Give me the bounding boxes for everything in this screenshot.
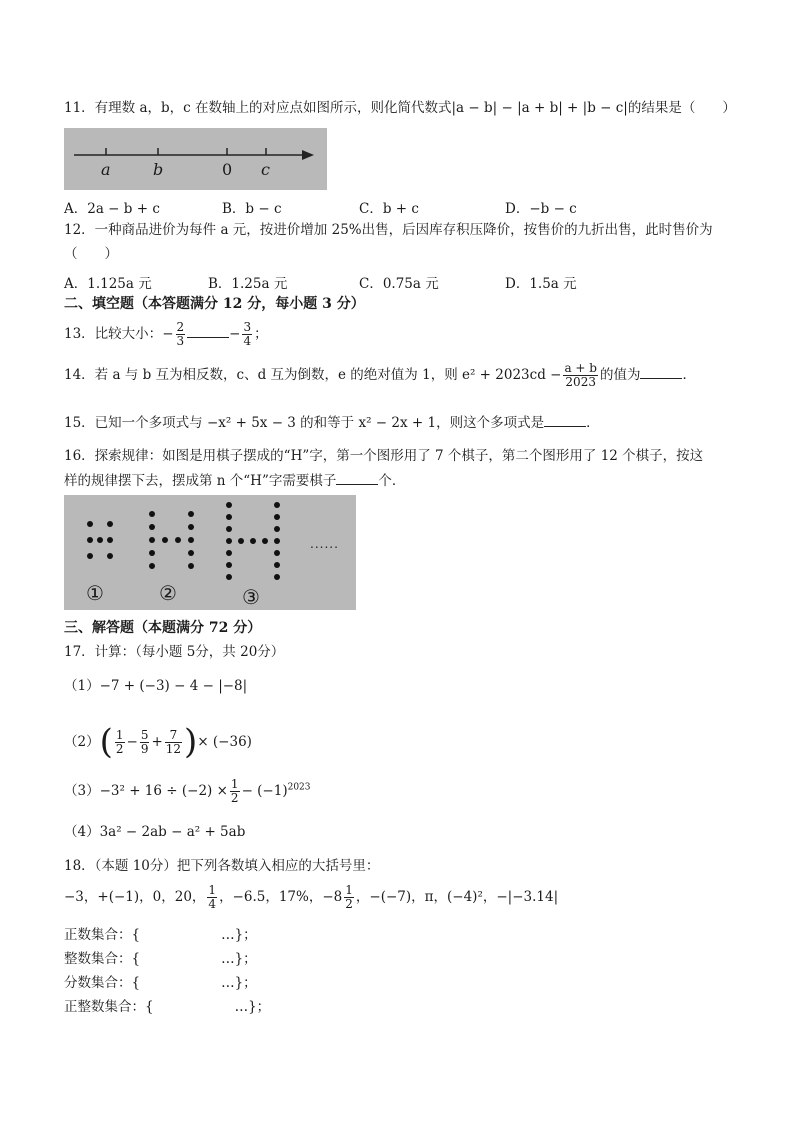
q12-option-a: A．1.125a 元 — [64, 276, 152, 292]
q15: 15．已知一个多项式与 −x² + 5x − 3 的和等于 x² − 2x + 1，则这个多项式是 ． — [64, 415, 600, 431]
label-a: a — [101, 160, 111, 179]
q13-fraction-2: $\frac{3}{4}$ — [243, 320, 252, 349]
q17-part-3-head: −3² + 16 ÷ (−2) × — [99, 783, 228, 800]
q17-part-4: （4）3a² − 2ab − a² + 5ab — [64, 824, 246, 840]
q11-option-c: C．b + c — [359, 201, 419, 217]
h-pattern-svg — [64, 495, 356, 610]
figure-ellipsis: ...... — [310, 537, 339, 551]
q12-option-d: D．1.5a 元 — [505, 276, 577, 292]
arrow-head-icon — [302, 150, 314, 160]
q17-part-3: （3）−3² + 16 ÷ (−2) × $\frac{1}{2}$ − $(-1)^{2023}$ — [64, 777, 311, 806]
q18-numbers-tail: ，−(−7)，π，(−4)²，−|−3.14| — [355, 889, 559, 906]
q18-stem: 18．（本题 10分）把下列各数填入相应的大括号里： — [64, 858, 380, 874]
q14-text: 14．若 a 与 b 互为相反数，c、d 互为倒数，e 的绝对值为 1，则 e² + 2023cd − — [64, 367, 562, 384]
q16-line2 — [64, 472, 405, 489]
q13-fraction-1: $\frac{2}{3}$ — [176, 320, 185, 349]
q15-text: 15．已知一个多项式与 −x² + 5x − 3 的和等于 x² − 2x + 1，则这个多项式是 — [64, 415, 545, 431]
h-figure-3 — [226, 502, 280, 580]
q13: 13．比较大小：− $\frac{2}{3}$ − $\frac{3}{4}$ ； — [64, 320, 268, 349]
q17-part-3-tail: − (−1) — [241, 783, 288, 800]
q17-part-2-label: （2） — [64, 733, 100, 750]
h-pattern-figure — [64, 495, 356, 610]
q13-end: ； — [254, 326, 268, 343]
q18-set-integer[interactable]: 整数集合：{ …}； — [64, 951, 257, 967]
q12-stem-line1: 12．一种商品进价为每件 a 元，按进价增加 25%出售，后因库存积压降价，按售价的九折出售，此时售价为 — [64, 222, 713, 238]
q12-option-b: B．1.25a 元 — [208, 276, 288, 292]
q11-option-d: D．−b − c — [505, 201, 577, 217]
q17-part-2-tail: × (−36) — [197, 733, 252, 750]
q16-line1: 16．探索规律：如图是用棋子摆成的“H”字，第一个图形用了 7 个棋子，第二个图形用了 12 个棋子，按这 — [64, 448, 704, 464]
q16-answer-blank[interactable] — [336, 472, 378, 485]
q11-option-b: B．b − c — [222, 201, 282, 217]
q13-answer-blank[interactable] — [187, 325, 229, 338]
q18-numbers-mid: ，−6.5，17%，−8 — [219, 889, 343, 906]
q14-fraction: $\frac{a + b}{2023}$ — [564, 361, 597, 390]
figure-label-2: ② — [159, 581, 177, 605]
figure-label-3: ③ — [242, 585, 260, 609]
section-3-heading: 三、解答题（本题满分 72 分） — [64, 620, 262, 636]
h-figure-2 — [149, 511, 194, 569]
section-2-heading: 二、填空题（本答题满分 12 分，每小题 3 分） — [64, 296, 365, 312]
q18-set-positive-integer[interactable]: 正整数集合：{ …}； — [64, 999, 271, 1015]
q11-option-a: A．2a − b + c — [64, 201, 160, 217]
q12-stem-line2: （ ） — [64, 246, 118, 262]
label-c: c — [261, 160, 270, 179]
number-line-svg — [64, 128, 327, 190]
q13-prefix: 13．比较大小： — [64, 326, 163, 343]
number-line-figure — [64, 128, 327, 190]
q15-answer-blank[interactable] — [544, 414, 586, 427]
q16-line2-end: 个． — [378, 473, 406, 489]
q18-numbers: −3，+(−1)，0，20， $\frac{1}{4}$ ，−6.5，17%，−8 $\frac{1}{2}$ ，−(−7)，π，(−4)²，−|−3.14| — [64, 883, 559, 912]
q14: 14．若 a 与 b 互为相反数，c、d 互为倒数，e 的绝对值为 1，则 e² + 2023cd − $\frac{a + b}{2023}$ 的值为 ． — [64, 361, 696, 390]
q17-part-3-label: （3） — [64, 783, 100, 800]
q17-stem: 17．计算：（每小题 5分，共 20分） — [64, 644, 285, 660]
figure-label-1: ① — [86, 581, 104, 605]
label-zero: 0 — [222, 160, 233, 179]
q18-numbers-head: −3，+(−1)，0，20， — [64, 889, 206, 906]
q12-option-c: C．0.75a 元 — [359, 276, 439, 292]
q17-part-1: （1）−7 + (−3) − 4 − |−8| — [64, 678, 248, 694]
q14-answer-blank[interactable] — [640, 366, 682, 379]
h-figure-1 — [87, 521, 113, 559]
q11-stem: 11．有理数 a，b，c 在数轴上的对应点如图所示，则化简代数式|a − b| − |a + b| + |b − c|的结果是（ ） — [64, 100, 736, 116]
q14-end: 的值为 — [599, 367, 641, 384]
q18-set-fraction[interactable]: 分数集合：{ …}； — [64, 975, 257, 991]
label-b: b — [153, 160, 164, 179]
q18-set-positive[interactable]: 正数集合：{ …}； — [64, 927, 257, 943]
q16-line2-text: 样的规律摆下去，摆成第 n 个“H”字需要棋子 — [64, 473, 337, 489]
q17-part-2: （2）( $\frac{1}{2}$ − $\frac{5}{9}$ + $\frac{7}{12}$ )× (−36) — [64, 722, 252, 762]
q17-part-3-exponent: 2023 — [287, 782, 311, 793]
